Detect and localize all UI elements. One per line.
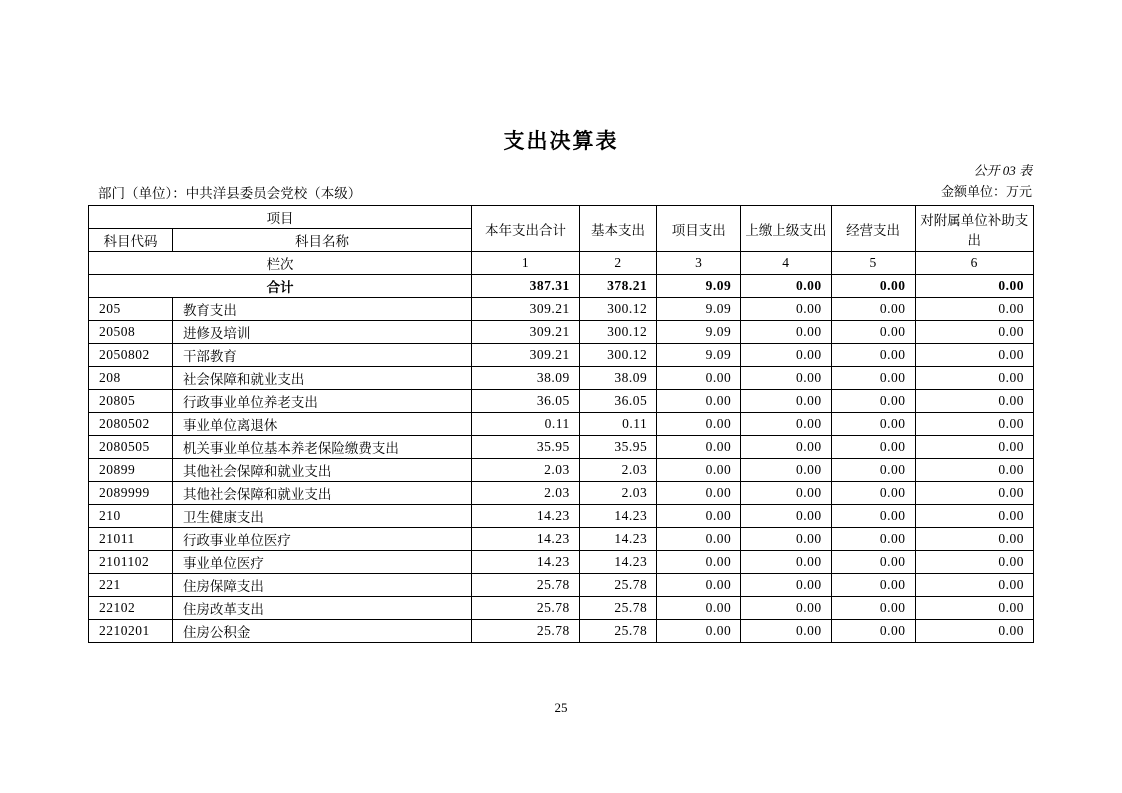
cell-value-5: 0.00: [831, 620, 915, 643]
cell-value-6: 0.00: [915, 620, 1033, 643]
cell-value-1: 14.23: [472, 505, 580, 528]
cell-subject-code: 2080505: [89, 436, 173, 459]
cell-subject-name: 其他社会保障和就业支出: [172, 459, 471, 482]
cell-value-4: 0.00: [741, 482, 831, 505]
cell-value-6: 0.00: [915, 436, 1033, 459]
column-index-row: [89, 252, 1034, 275]
cell-subject-code: 2080502: [89, 413, 173, 436]
cell-value-2: 300.12: [579, 344, 656, 367]
cell-value-2: 14.23: [579, 551, 656, 574]
table-row: [89, 367, 1034, 390]
cell-subject-name: 住房保障支出: [172, 574, 471, 597]
cell-value-6: 0.00: [915, 551, 1033, 574]
table-row: [89, 298, 1034, 321]
cell-value-1: 14.23: [472, 551, 580, 574]
cell-value-5: 0.00: [831, 344, 915, 367]
table-row: [89, 505, 1034, 528]
cell-value-5: 0.00: [831, 528, 915, 551]
cell-value-2: 14.23: [579, 528, 656, 551]
cell-subject-code: 20805: [89, 390, 173, 413]
cell-subject-name: 行政事业单位医疗: [172, 528, 471, 551]
cell-value-4: 0.00: [741, 459, 831, 482]
cell-value-5: 0.00: [831, 551, 915, 574]
cell-subject-name: 事业单位离退休: [172, 413, 471, 436]
column-index-2: 2: [579, 252, 656, 275]
header-col-upper: 上缴上级支出: [741, 206, 831, 252]
cell-subject-name: 住房公积金: [172, 620, 471, 643]
cell-value-3: 9.09: [657, 344, 741, 367]
cell-value-5: 0.00: [831, 597, 915, 620]
cell-subject-name: 进修及培训: [172, 321, 471, 344]
cell-value-5: 0.00: [831, 482, 915, 505]
cell-value-4: 0.00: [741, 620, 831, 643]
cell-value-3: 0.00: [657, 620, 741, 643]
header-col-code: 科目代码: [89, 229, 173, 252]
expenditure-table: [88, 205, 1034, 643]
cell-value-2: 36.05: [579, 390, 656, 413]
cell-value-4: 0.00: [741, 298, 831, 321]
header-col-business: 经营支出: [831, 206, 915, 252]
cell-subject-code: 205: [89, 298, 173, 321]
cell-value-1: 38.09: [472, 367, 580, 390]
cell-subject-name: 卫生健康支出: [172, 505, 471, 528]
cell-value-1: 25.78: [472, 574, 580, 597]
cell-value-3: 0.00: [657, 597, 741, 620]
cell-value-3: 9.09: [657, 321, 741, 344]
table-row: [89, 459, 1034, 482]
cell-value-2: 14.23: [579, 505, 656, 528]
cell-subject-code: 20508: [89, 321, 173, 344]
cell-value-3: 0.00: [657, 505, 741, 528]
cell-value-5: 0.00: [831, 505, 915, 528]
cell-value-3: 0.00: [657, 482, 741, 505]
cell-value-4: 0.00: [741, 574, 831, 597]
table-row: [89, 482, 1034, 505]
cell-value-6: 0.00: [915, 505, 1033, 528]
header-col-basic: 基本支出: [579, 206, 656, 252]
cell-value-1: 309.21: [472, 298, 580, 321]
form-code-label: 公开 03 表: [973, 163, 1032, 178]
total-value-5: 0.00: [831, 275, 915, 298]
cell-value-3: 0.00: [657, 459, 741, 482]
cell-value-4: 0.00: [741, 390, 831, 413]
cell-value-6: 0.00: [915, 482, 1033, 505]
table-row: [89, 321, 1034, 344]
cell-value-6: 0.00: [915, 597, 1033, 620]
cell-subject-code: 21011: [89, 528, 173, 551]
cell-value-1: 309.21: [472, 321, 580, 344]
table-row: [89, 413, 1034, 436]
cell-value-6: 0.00: [915, 459, 1033, 482]
cell-value-2: 25.78: [579, 597, 656, 620]
cell-value-2: 25.78: [579, 620, 656, 643]
cell-subject-name: 教育支出: [172, 298, 471, 321]
cell-value-4: 0.00: [741, 321, 831, 344]
cell-value-5: 0.00: [831, 298, 915, 321]
cell-value-6: 0.00: [915, 413, 1033, 436]
cell-subject-code: 2050802: [89, 344, 173, 367]
cell-subject-code: 221: [89, 574, 173, 597]
amount-unit-label: 金额单位：万元: [940, 184, 1032, 199]
cell-value-5: 0.00: [831, 367, 915, 390]
column-index-6: 6: [915, 252, 1033, 275]
table-row: [89, 574, 1034, 597]
cell-value-5: 0.00: [831, 413, 915, 436]
total-value-1: 387.31: [472, 275, 580, 298]
cell-subject-name: 机关事业单位基本养老保险缴费支出: [172, 436, 471, 459]
cell-subject-code: 210: [89, 505, 173, 528]
table-row: [89, 390, 1034, 413]
cell-subject-name: 其他社会保障和就业支出: [172, 482, 471, 505]
cell-value-4: 0.00: [741, 528, 831, 551]
cell-value-6: 0.00: [915, 528, 1033, 551]
cell-value-1: 25.78: [472, 620, 580, 643]
department-label: 部门（单位）：中共洋县委员会党校（本级）: [98, 186, 362, 201]
cell-subject-name: 干部教育: [172, 344, 471, 367]
header-col-subsidy: 对附属单位补助支出: [915, 206, 1033, 252]
cell-value-2: 300.12: [579, 298, 656, 321]
cell-value-2: 35.95: [579, 436, 656, 459]
cell-value-1: 35.95: [472, 436, 580, 459]
table-body: [89, 206, 1034, 643]
page-title: 支出决算表: [503, 129, 619, 153]
header-col-project: 项目支出: [657, 206, 741, 252]
cell-value-3: 0.00: [657, 551, 741, 574]
cell-value-3: 0.00: [657, 413, 741, 436]
column-index-label: 栏次: [89, 252, 472, 275]
cell-value-5: 0.00: [831, 574, 915, 597]
cell-subject-code: 2089999: [89, 482, 173, 505]
cell-subject-code: 2210201: [89, 620, 173, 643]
column-index-5: 5: [831, 252, 915, 275]
total-row: [89, 275, 1034, 298]
cell-value-1: 2.03: [472, 482, 580, 505]
cell-value-1: 0.11: [472, 413, 580, 436]
cell-value-6: 0.00: [915, 344, 1033, 367]
cell-value-6: 0.00: [915, 390, 1033, 413]
table-row: [89, 436, 1034, 459]
cell-value-3: 0.00: [657, 574, 741, 597]
cell-value-4: 0.00: [741, 344, 831, 367]
cell-value-2: 2.03: [579, 482, 656, 505]
total-value-3: 9.09: [657, 275, 741, 298]
cell-value-4: 0.00: [741, 413, 831, 436]
cell-value-5: 0.00: [831, 436, 915, 459]
header-group-item: 项目: [89, 206, 472, 229]
cell-value-3: 9.09: [657, 298, 741, 321]
total-label: 合计: [89, 275, 472, 298]
cell-value-1: 36.05: [472, 390, 580, 413]
column-index-3: 3: [657, 252, 741, 275]
total-value-4: 0.00: [741, 275, 831, 298]
cell-value-4: 0.00: [741, 551, 831, 574]
cell-value-1: 14.23: [472, 528, 580, 551]
cell-value-1: 2.03: [472, 459, 580, 482]
cell-value-5: 0.00: [831, 390, 915, 413]
cell-value-5: 0.00: [831, 321, 915, 344]
total-value-2: 378.21: [579, 275, 656, 298]
cell-subject-name: 社会保障和就业支出: [172, 367, 471, 390]
cell-value-4: 0.00: [741, 436, 831, 459]
cell-value-3: 0.00: [657, 390, 741, 413]
header-row-group: [89, 206, 1034, 229]
cell-subject-name: 事业单位医疗: [172, 551, 471, 574]
cell-subject-code: 20899: [89, 459, 173, 482]
cell-value-3: 0.00: [657, 367, 741, 390]
cell-value-3: 0.00: [657, 528, 741, 551]
cell-subject-code: 2101102: [89, 551, 173, 574]
cell-value-4: 0.00: [741, 597, 831, 620]
table-row: [89, 597, 1034, 620]
cell-value-6: 0.00: [915, 367, 1033, 390]
cell-value-2: 2.03: [579, 459, 656, 482]
cell-value-2: 25.78: [579, 574, 656, 597]
cell-value-1: 309.21: [472, 344, 580, 367]
cell-subject-code: 22102: [89, 597, 173, 620]
header-col-total: 本年支出合计: [472, 206, 580, 252]
cell-subject-name: 行政事业单位养老支出: [172, 390, 471, 413]
column-index-1: 1: [472, 252, 580, 275]
cell-value-6: 0.00: [915, 298, 1033, 321]
cell-value-6: 0.00: [915, 574, 1033, 597]
total-value-6: 0.00: [915, 275, 1033, 298]
cell-value-5: 0.00: [831, 459, 915, 482]
header-col-name: 科目名称: [172, 229, 471, 252]
cell-subject-code: 208: [89, 367, 173, 390]
cell-subject-name: 住房改革支出: [172, 597, 471, 620]
cell-value-4: 0.00: [741, 367, 831, 390]
cell-value-6: 0.00: [915, 321, 1033, 344]
cell-value-2: 0.11: [579, 413, 656, 436]
table-row: [89, 344, 1034, 367]
cell-value-3: 0.00: [657, 436, 741, 459]
page-number: 25: [554, 700, 568, 715]
cell-value-4: 0.00: [741, 505, 831, 528]
cell-value-1: 25.78: [472, 597, 580, 620]
column-index-4: 4: [741, 252, 831, 275]
table-row: [89, 620, 1034, 643]
table-row: [89, 528, 1034, 551]
table-row: [89, 551, 1034, 574]
cell-value-2: 38.09: [579, 367, 656, 390]
cell-value-2: 300.12: [579, 321, 656, 344]
